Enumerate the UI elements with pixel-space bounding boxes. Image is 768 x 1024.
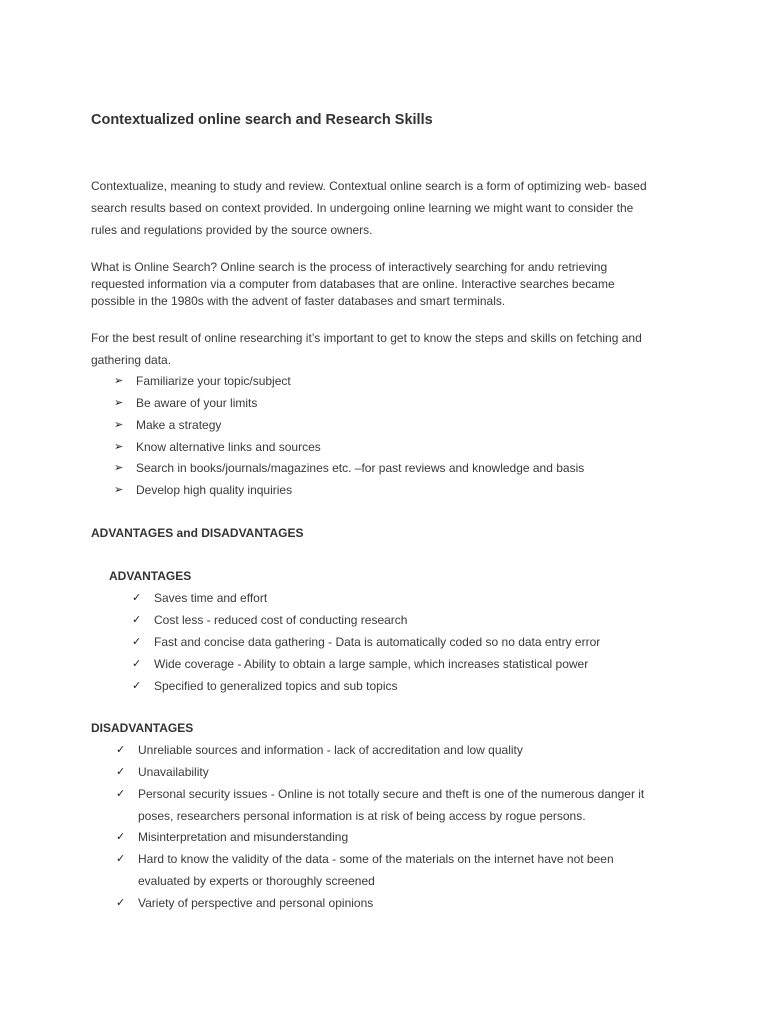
arrow-bullet-icon: ➢	[114, 419, 124, 431]
best-result-line-2: gathering data.	[91, 353, 172, 367]
list-item: Hard to know the validity of the data - some of the materials on the internet have not been	[138, 852, 614, 866]
checkmark-icon: ✓	[116, 897, 126, 909]
list-item: Saves time and effort	[154, 591, 268, 605]
checkmark-icon: ✓	[116, 744, 126, 756]
arrow-bullet-icon: ➢	[114, 441, 124, 453]
list-item: Be aware of your limits	[136, 396, 258, 410]
list-item: Develop high quality inquiries	[136, 483, 293, 497]
list-item-continuation: poses, researchers personal information is at risk of being access by rogue persons.	[138, 809, 586, 823]
page-title: Contextualized online search and Research Skills	[91, 112, 433, 128]
list-item: Variety of perspective and personal opinions	[138, 896, 374, 910]
list-item: Unreliable sources and information - lack of accreditation and low quality	[138, 743, 523, 757]
checkmark-icon: ✓	[132, 680, 142, 692]
list-item: Search in books/journals/magazines etc. –for past reviews and knowledge and basis	[136, 461, 585, 475]
checkmark-icon: ✓	[132, 614, 142, 626]
list-item: Unavailability	[138, 765, 209, 779]
list-item: Personal security issues - Online is not totally secure and theft is one of the numerous danger it	[138, 787, 645, 801]
checkmark-icon: ✓	[116, 766, 126, 778]
checkmark-icon: ✓	[132, 636, 142, 648]
intro-line-1: Contextualize, meaning to study and review. Contextual online search is a form of optimizing web- based	[91, 179, 647, 193]
list-item: Make a strategy	[136, 418, 222, 432]
checkmark-icon: ✓	[132, 592, 142, 604]
checkmark-icon: ✓	[116, 831, 126, 843]
best-result-line-1: For the best result of online researching it’s important to get to know the steps and skills on fetching and	[91, 331, 642, 345]
list-item: Know alternative links and sources	[136, 440, 321, 454]
online-search-line-3: possible in the 1980s with the advent of faster databases and smart terminals.	[91, 294, 506, 308]
arrow-bullet-icon: ➢	[114, 375, 124, 387]
list-item: Cost less - reduced cost of conducting research	[154, 613, 408, 627]
list-item-continuation: evaluated by experts or thoroughly screened	[138, 874, 375, 888]
section-heading-advantages: ADVANTAGES	[109, 569, 192, 583]
arrow-bullet-icon: ➢	[114, 462, 124, 474]
arrow-bullet-icon: ➢	[114, 484, 124, 496]
list-item: Misinterpretation and misunderstanding	[138, 830, 349, 844]
list-item: Specified to generalized topics and sub topics	[154, 679, 398, 693]
intro-line-2: search results based on context provided. In undergoing online learning we might want to consider the	[91, 201, 634, 215]
online-search-line-1: What is Online Search? Online search is the process of interactively searching for andʋ retrieving	[91, 260, 608, 274]
list-item: Familiarize your topic/subject	[136, 374, 291, 388]
online-search-line-2: requested information via a computer from databases that are online. Interactive searches became	[91, 277, 615, 291]
section-heading-adv-disadv: ADVANTAGES and DISADVANTAGES	[91, 526, 304, 540]
arrow-bullet-icon: ➢	[114, 397, 124, 409]
checkmark-icon: ✓	[132, 658, 142, 670]
checkmark-icon: ✓	[116, 853, 126, 865]
intro-line-3: rules and regulations provided by the source owners.	[91, 223, 373, 237]
section-heading-disadvantages: DISADVANTAGES	[91, 721, 194, 735]
list-item: Fast and concise data gathering - Data is automatically coded so no data entry error	[154, 635, 601, 649]
checkmark-icon: ✓	[116, 788, 126, 800]
list-item: Wide coverage - Ability to obtain a large sample, which increases statistical power	[154, 657, 589, 671]
